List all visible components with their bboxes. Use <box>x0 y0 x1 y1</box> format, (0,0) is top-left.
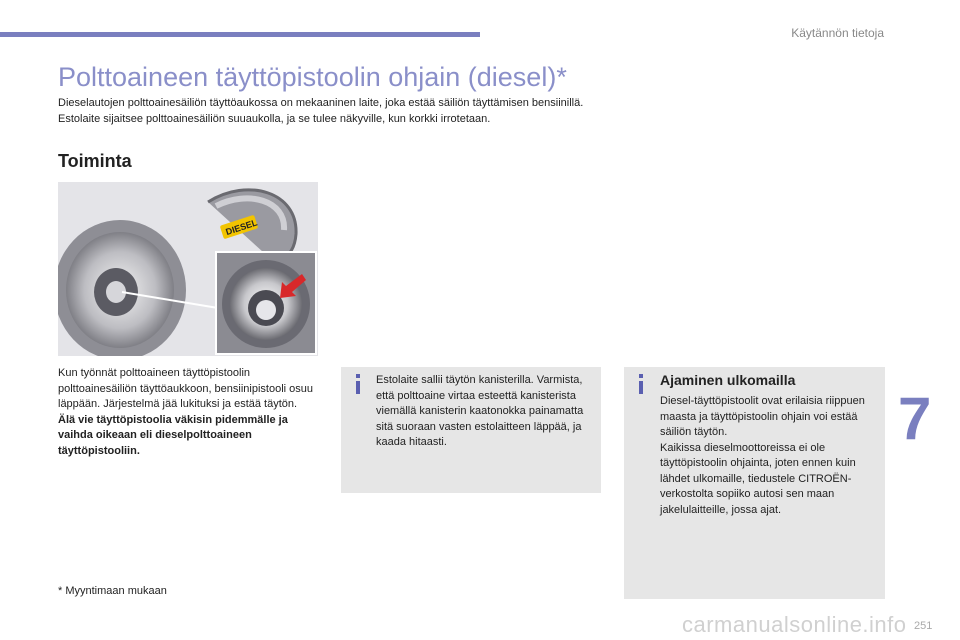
section-heading: Toiminta <box>58 151 132 171</box>
info-box-abroad-text <box>660 394 880 518</box>
info-box-abroad-heading: Ajaminen ulkomailla <box>660 372 796 388</box>
intro-paragraph-1: Dieselautojen polttoainesäiliön täyttöaukossa on mekaaninen laite, joka estää säiliön täyttämisen bensiinillä. <box>58 97 584 109</box>
info-icon <box>351 373 365 395</box>
page-title: Polttoaineen täyttöpistoolin ohjain (diesel)* <box>58 62 567 92</box>
info-box-abroad <box>624 367 885 599</box>
info-box-abroad-paragraph-2: Kaikissa dieselmoottoreissa ei ole täyttöpistoolin ohjainta, joten ennen kuin lähdet ulkomaille, tiedustele CITROËN-verkostolta sopiiko autosi sen maan jakelulaitteille, jossa ajat. <box>660 441 856 516</box>
fuel-inlet-drawing <box>58 182 318 356</box>
watermark: carmanualsonline.info <box>682 612 907 637</box>
body-paragraph: Kun työnnät polttoaineen täyttöpistoolin polttoainesäiliön täyttöaukkoon, bensiinipistooli osuu läppään. Järjestelmä jää lukituksi ja estää täytön. <box>58 367 314 410</box>
footnote: * Myyntimaan mukaan <box>58 585 167 597</box>
chapter-number: 7 <box>898 385 932 452</box>
fuel-inlet-illustration <box>58 182 318 356</box>
top-accent-bar <box>0 32 480 37</box>
body-text-block <box>58 366 320 459</box>
page-number: 251 <box>914 620 933 632</box>
section-label: Käytännön tietoja <box>791 26 884 40</box>
info-box-canister-text <box>376 373 594 451</box>
info-icon <box>634 373 648 395</box>
info-box-abroad-paragraph-1: Diesel-täyttöpistoolit ovat erilaisia riippuen maasta ja täyttöpistoolin ohjain voi estää säiliön täytön. <box>660 395 865 438</box>
intro-text <box>58 96 618 127</box>
intro-paragraph-2: Estolaite sijaitsee polttoainesäiliön suuaukolla, ja se tulee näkyville, kun korkki irrotetaan. <box>58 112 491 125</box>
body-warning: Älä vie täyttöpistoolia väkisin pidemmälle ja vaihda oikeaan eli dieselpolttoaineen täyttöpistooliin. <box>58 413 288 457</box>
diesel-label-text: DIESEL <box>224 217 259 238</box>
info-box-canister-paragraph: Estolaite sallii täytön kanisterilla. Varmista, että polttoaine virtaa esteettä kanisterista viemällä kanisterin kaatonokka painamatta sitä suoraan vasten estolaitteen läppää, ja kaada hitaasti. <box>376 374 584 448</box>
info-box-canister <box>341 367 601 493</box>
